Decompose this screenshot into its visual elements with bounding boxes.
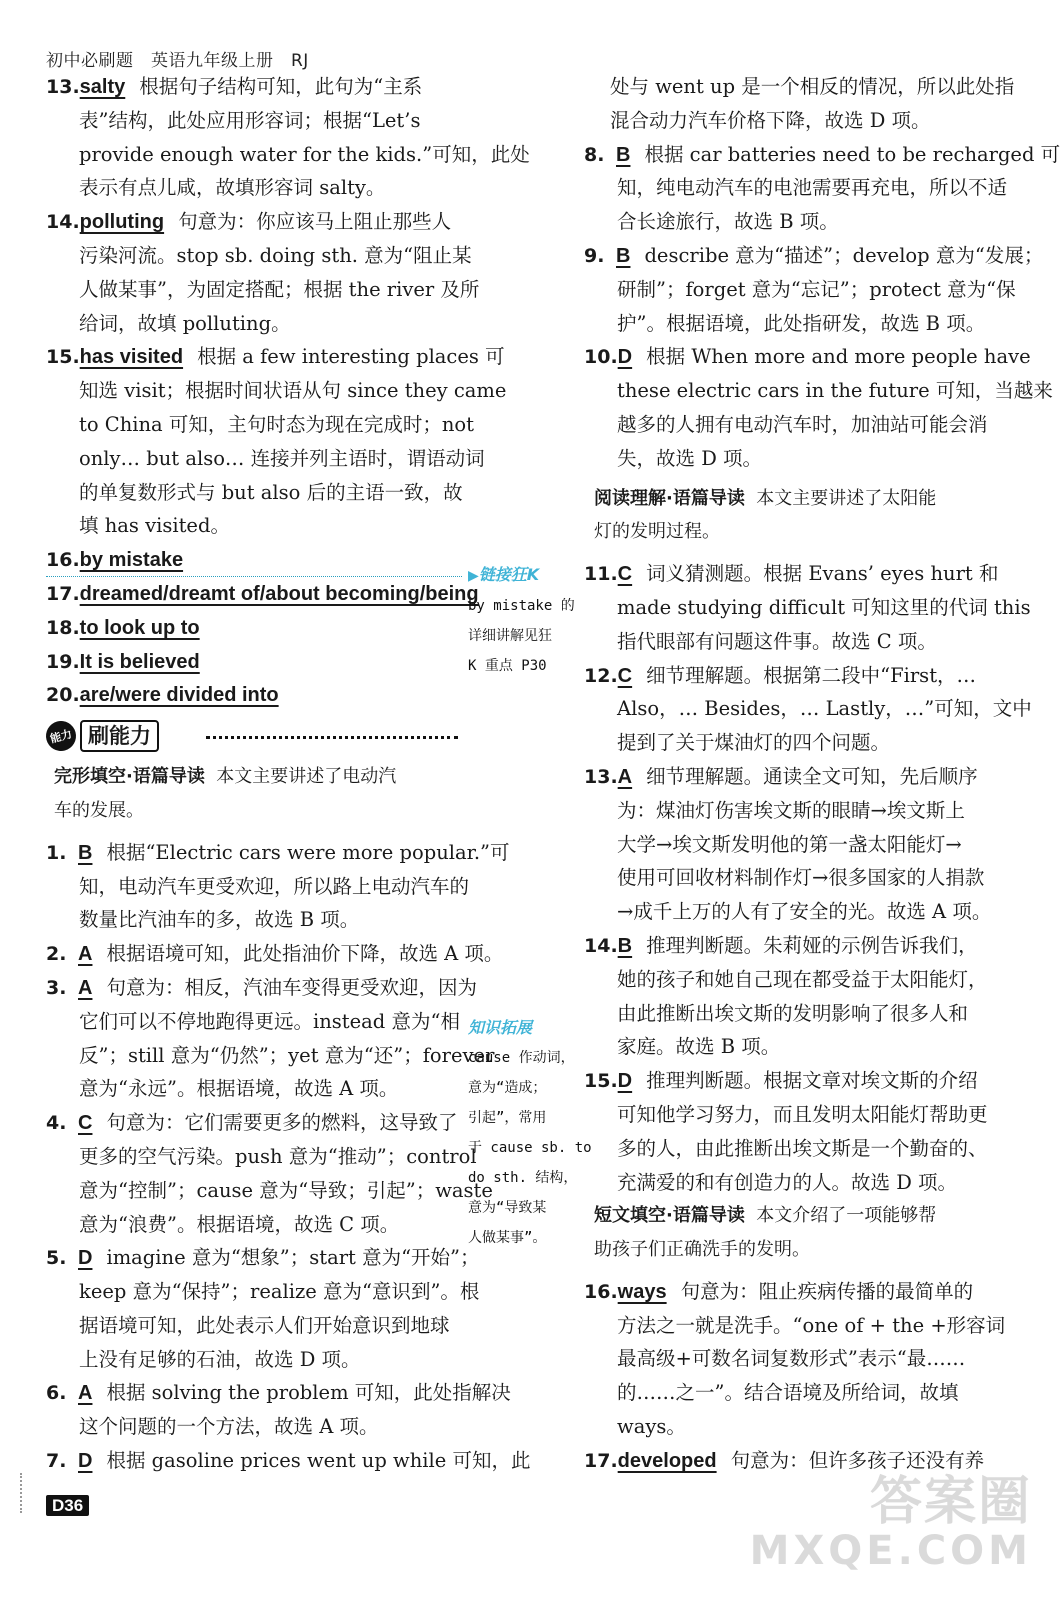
answer-line: 意为“永远”。根据语境，故选 A 项。 bbox=[79, 1077, 399, 1101]
item-number: 14. bbox=[584, 934, 618, 957]
answer-key: D bbox=[78, 1450, 93, 1473]
answer-item bbox=[46, 577, 479, 611]
answer-line: →成千上万的人有了安全的光。故选 A 项。 bbox=[617, 900, 992, 924]
answer-line: 人做某事”，为固定搭配；根据 the river 及所 bbox=[79, 277, 480, 301]
answer-line: 知，纯电动汽车的电池需要再充电，所以不适 bbox=[617, 176, 1008, 200]
item-number: 14. bbox=[46, 211, 80, 234]
answer-item bbox=[584, 557, 1031, 658]
answer-line bbox=[584, 138, 1060, 172]
answer-line bbox=[46, 1241, 480, 1275]
answer-item bbox=[46, 836, 510, 937]
answer-item bbox=[46, 1444, 531, 1478]
item-number: 13. bbox=[584, 765, 618, 788]
item-number: 17. bbox=[584, 1449, 618, 1472]
item-number: 9. bbox=[584, 244, 605, 267]
item-number: 2. bbox=[46, 943, 67, 966]
answer-item bbox=[46, 205, 480, 340]
answer-item bbox=[46, 70, 530, 205]
item-number: 12. bbox=[584, 664, 618, 687]
answer-key: B bbox=[617, 934, 633, 957]
section-cloze-head bbox=[46, 760, 462, 828]
answer-line: 越多的人拥有电动汽车时，加油站可能会消 bbox=[617, 412, 988, 436]
item-number: 16. bbox=[584, 1280, 618, 1303]
answer-item bbox=[46, 937, 504, 971]
explanation-text: 细节理解题。通读全文可知，先后顺序 bbox=[646, 764, 978, 788]
answer-item bbox=[46, 645, 462, 679]
answer-line: 更多的空气污染。push 意为“推动”；control bbox=[79, 1144, 477, 1168]
answer-key: are/were divided into bbox=[79, 684, 279, 707]
answer-line: 大学→埃文斯发明他的第一盏太阳能灯→ bbox=[617, 832, 962, 856]
section-reading-head bbox=[584, 482, 1004, 550]
answer-line: made studying difficult 可知这里的代词 this bbox=[617, 595, 1031, 619]
note-line: by mistake 的 bbox=[468, 598, 575, 614]
answer-key: B bbox=[78, 841, 93, 864]
note-title: 链接狂K bbox=[478, 565, 540, 584]
answer-line: 可知他学习努力，而且发明太阳能灯帮助更 bbox=[617, 1102, 988, 1126]
answer-list bbox=[584, 557, 1032, 1199]
answer-item bbox=[46, 611, 462, 645]
answer-line: 失，故选 D 项。 bbox=[617, 446, 763, 470]
answer-key: dreamed/dreamt of/about becoming/being bbox=[79, 582, 479, 605]
explanation-text: 根据 gasoline prices went up while 可知，此 bbox=[106, 1449, 531, 1473]
answer-line: 给词，故填 polluting。 bbox=[79, 311, 291, 335]
answer-item bbox=[584, 340, 1053, 475]
answer-item bbox=[584, 659, 1032, 760]
note-line: 于 cause sb. to bbox=[468, 1140, 592, 1156]
item-number: 7. bbox=[46, 1450, 67, 1473]
answer-line bbox=[584, 929, 1004, 963]
note-line: do sth. 结构， bbox=[468, 1170, 578, 1186]
answer-item bbox=[584, 239, 1044, 340]
page-footer bbox=[46, 1493, 89, 1516]
answer-line bbox=[46, 1444, 531, 1478]
answer-line: 意为“控制”；cause 意为“导致；引起”；waste bbox=[79, 1178, 493, 1202]
answer-line bbox=[46, 1106, 462, 1140]
answer-key: B bbox=[616, 143, 631, 166]
answer-line bbox=[46, 340, 505, 374]
answer-key: D bbox=[78, 1247, 93, 1270]
badge-icon: 能力 bbox=[43, 718, 80, 755]
answer-line: 这个问题的一个方法，故选 A 项。 bbox=[79, 1415, 379, 1439]
item-number: 8. bbox=[584, 143, 605, 166]
page-number: D36 bbox=[46, 1495, 89, 1516]
answer-key: It is believed bbox=[79, 650, 200, 673]
badge-label: 刷能力 bbox=[80, 720, 159, 752]
answer-line: 上没有足够的石油，故选 D 项。 bbox=[79, 1347, 361, 1371]
explanation-text: 根据“Electric cars were more popular.”可 bbox=[106, 840, 510, 864]
answer-line bbox=[46, 937, 504, 971]
answer-key: D bbox=[617, 1070, 633, 1093]
answer-line: 她的孩子和她自己现在都受益于太阳能灯， bbox=[617, 967, 988, 991]
answer-line bbox=[584, 239, 1044, 273]
ability-badge bbox=[46, 716, 462, 760]
answer-line: to China 可知，主句时态为现在完成时；not bbox=[79, 412, 475, 436]
answer-item bbox=[584, 929, 1004, 1064]
answer-list bbox=[584, 1275, 1004, 1478]
answer-key: B bbox=[616, 244, 631, 267]
answer-line: 多的人，由此推断出埃文斯是一个勤奋的、 bbox=[617, 1136, 988, 1160]
page-header: 初中必刷题 英语九年级上册 RJ bbox=[46, 51, 309, 71]
answer-key: A bbox=[78, 976, 93, 999]
answer-line bbox=[46, 205, 462, 239]
answer-line: 知选 visit；根据时间状语从句 since they came bbox=[79, 379, 507, 403]
answer-item bbox=[46, 678, 462, 712]
item-number: 3. bbox=[46, 976, 67, 999]
watermark-url: MXQE.COM bbox=[749, 1528, 1032, 1574]
answer-key: A bbox=[78, 943, 93, 966]
explanation-text: 推理判断题。朱莉娅的示例告诉我们， bbox=[646, 933, 978, 957]
item-number: 19. bbox=[46, 650, 80, 673]
note-line: 引起”，常用 bbox=[468, 1110, 547, 1126]
answer-line: Also，… Besides，… Lastly，…”可知，文中 bbox=[617, 697, 1032, 721]
answer-line: 它们可以不停地跑得更远。instead 意为“相 bbox=[79, 1009, 460, 1033]
answer-line bbox=[584, 760, 1004, 794]
explanation-text: 根据句子结构可知，此句为“主系 bbox=[139, 75, 423, 98]
answer-line bbox=[46, 971, 477, 1005]
explanation-text: describe 意为“描述”；develop 意为“发展； bbox=[644, 243, 1044, 267]
answer-item bbox=[46, 543, 462, 577]
explanation-text: 根据 car batteries need to be recharged 可 bbox=[644, 142, 1060, 166]
answer-line: 由此推断出埃文斯的发明影响了很多人和 bbox=[617, 1001, 969, 1025]
note-extend bbox=[468, 1013, 592, 1253]
section-intro: 灯的发明过程。 bbox=[594, 521, 720, 543]
answer-key: C bbox=[617, 664, 633, 687]
answer-item bbox=[584, 138, 1060, 239]
answer-key: salty bbox=[79, 76, 126, 98]
explanation-text: 句意为：相反，汽油车变得更受欢迎，因为 bbox=[106, 975, 477, 999]
item-number: 10. bbox=[584, 346, 618, 369]
footer-decoration bbox=[20, 1473, 40, 1513]
answer-item bbox=[46, 340, 507, 543]
answer-line: 使用可回收材料制作灯→很多国家的人捐款 bbox=[617, 866, 985, 890]
answer-line: 据语境可知，此处表示人们开始意识到地球 bbox=[79, 1313, 450, 1337]
answer-line bbox=[584, 659, 1004, 693]
answer-line: 方法之一就是洗手。“one of + the +形容词 bbox=[617, 1313, 1006, 1337]
explanation-text: 句意为：它们需要更多的燃料，这导致了 bbox=[106, 1111, 458, 1135]
answer-key: to look up to bbox=[79, 616, 200, 639]
answer-key: C bbox=[617, 563, 633, 586]
section-title: 短文填空·语篇导读 bbox=[594, 1205, 745, 1227]
answer-key: A bbox=[617, 765, 633, 788]
item-number: 20. bbox=[46, 684, 80, 707]
answer-line bbox=[584, 1064, 1004, 1098]
note-line: 意为“导致某 bbox=[468, 1200, 547, 1216]
answer-list bbox=[584, 138, 1060, 476]
section-intro: 本文主要讲述了电动汽 bbox=[216, 766, 397, 788]
note-line: cause 作动词， bbox=[468, 1050, 575, 1066]
answer-key: developed bbox=[617, 1449, 717, 1472]
answer-line: 最高级+可数名词复数形式”表示“最…… bbox=[617, 1347, 966, 1371]
answer-item bbox=[46, 971, 495, 1106]
explanation-text: 句意为：阻止疾病传播的最简单的 bbox=[680, 1279, 974, 1303]
right-column bbox=[584, 70, 1060, 1478]
answer-line: only… but also… 连接并列主语时，谓语动词 bbox=[79, 446, 485, 470]
explanation-text: imagine 意为“想象”；start 意为“开始”； bbox=[106, 1246, 480, 1270]
answer-item bbox=[46, 1106, 493, 1241]
item-number: 15. bbox=[46, 346, 80, 369]
note-title: 知识拓展 bbox=[468, 1018, 533, 1037]
answer-line: ways。 bbox=[617, 1415, 686, 1439]
watermark-logo bbox=[750, 1474, 1032, 1572]
answer-line: 意为“浪费”。根据语境，故选 C 项。 bbox=[79, 1212, 400, 1236]
answer-line: 充满爱的和有创造力的人。故选 D 项。 bbox=[617, 1170, 958, 1194]
side-notes bbox=[468, 560, 592, 1253]
continued-text bbox=[584, 70, 1015, 138]
answer-line: 的……之一”。结合语境及所给词，故填 bbox=[617, 1381, 959, 1405]
answer-key: has visited bbox=[79, 346, 184, 369]
item-number: 6. bbox=[46, 1382, 67, 1405]
note-line: K 重点 P30 bbox=[468, 658, 547, 674]
item-number: 4. bbox=[46, 1112, 67, 1135]
answer-list bbox=[46, 70, 530, 543]
arrow-icon: ▶ bbox=[468, 568, 479, 584]
item-number: 13. bbox=[46, 76, 80, 98]
answer-line bbox=[46, 70, 462, 104]
item-number: 17. bbox=[46, 582, 80, 605]
answer-line: 反”；still 意为“仍然”；yet 意为“还”；forever bbox=[79, 1043, 495, 1067]
note-line: 意为“造成； bbox=[468, 1080, 547, 1096]
answer-line: 家庭。故选 B 项。 bbox=[617, 1035, 781, 1059]
answer-line: 研制”；forget 意为“忘记”；protect 意为“保 bbox=[617, 277, 1016, 301]
explanation-text: 句意为：但许多孩子还没有养 bbox=[730, 1448, 985, 1472]
item-number: 11. bbox=[584, 563, 618, 586]
answer-line bbox=[584, 340, 1031, 374]
answer-key: by mistake bbox=[79, 549, 184, 572]
answer-line: keep 意为“保持”；realize 意为“意识到”。根 bbox=[79, 1280, 480, 1304]
answer-key: C bbox=[78, 1112, 93, 1135]
text-line: 处与 went up 是一个相反的情况，所以此处指 bbox=[610, 75, 1015, 98]
answer-line: 合长途旅行，故选 B 项。 bbox=[617, 210, 839, 234]
explanation-text: 推理判断题。根据文章对埃文斯的介绍 bbox=[646, 1069, 978, 1093]
note-link bbox=[468, 560, 580, 681]
answer-line bbox=[584, 1275, 1004, 1309]
item-number: 15. bbox=[584, 1070, 618, 1093]
answer-item bbox=[584, 760, 1004, 929]
answer-line: these electric cars in the future 可知，当越来 bbox=[617, 379, 1053, 403]
explanation-text: 细节理解题。根据第二段中“First，… bbox=[646, 663, 977, 687]
section-title: 阅读理解·语篇导读 bbox=[594, 487, 745, 509]
answer-line: 知，电动汽车更受欢迎，所以路上电动汽车的 bbox=[79, 874, 470, 898]
answer-key: D bbox=[617, 346, 633, 369]
answer-line: 填 has visited。 bbox=[79, 514, 230, 538]
answer-line: 指代眼部有问题这件事。故选 C 项。 bbox=[617, 629, 937, 653]
explanation-text: 根据语境可知，此处指油价下降，故选 A 项。 bbox=[106, 942, 504, 966]
answer-line bbox=[46, 1376, 511, 1410]
item-number: 18. bbox=[46, 616, 80, 639]
item-number: 5. bbox=[46, 1247, 67, 1270]
answer-line: 污染河流。stop sb. doing sth. 意为“阻止某 bbox=[79, 243, 472, 267]
answer-line bbox=[46, 836, 510, 870]
badge-divider bbox=[206, 736, 458, 739]
answer-item bbox=[46, 1241, 480, 1376]
explanation-text: 根据 solving the problem 可知，此处指解决 bbox=[106, 1381, 511, 1405]
answer-line: 护”。根据语境，此处指研发，故选 B 项。 bbox=[617, 311, 986, 335]
answer-item bbox=[46, 1376, 511, 1444]
explanation-text: 根据 a few interesting places 可 bbox=[197, 345, 505, 369]
text-line: 混合动力汽车价格下降，故选 D 项。 bbox=[610, 108, 931, 132]
answer-key: A bbox=[78, 1382, 93, 1405]
item-number: 16. bbox=[46, 549, 80, 572]
answer-list bbox=[46, 543, 479, 712]
answer-key: ways bbox=[617, 1280, 667, 1303]
watermark-text: 答案圈 bbox=[869, 1472, 1032, 1532]
explanation-text: 词义猜测题。根据 Evans’ eyes hurt 和 bbox=[646, 562, 999, 586]
section-intro: 车的发展。 bbox=[54, 799, 144, 821]
explanation-text: 根据 When more and more people have bbox=[646, 345, 1031, 369]
answer-item bbox=[584, 1064, 1004, 1199]
answer-line: 表”结构，此处应用形容词；根据“Let’s bbox=[79, 108, 421, 132]
note-line: 详细讲解见狂 bbox=[468, 628, 552, 644]
item-number: 1. bbox=[46, 841, 67, 864]
section-fill-head bbox=[584, 1199, 1004, 1267]
answer-line: 提到了关于煤油灯的四个问题。 bbox=[617, 731, 891, 755]
answer-line: 的单复数形式与 but also 后的主语一致，故 bbox=[79, 480, 463, 504]
answer-line: 表示有点儿咸，故填形容词 salty。 bbox=[79, 176, 386, 200]
answer-line: 为：煤油灯伤害埃文斯的眼睛→埃文斯上 bbox=[617, 798, 965, 822]
answer-key: polluting bbox=[79, 211, 165, 234]
section-title: 完形填空·语篇导读 bbox=[54, 766, 205, 788]
answer-item bbox=[584, 1275, 1004, 1444]
section-intro: 本文主要讲述了太阳能 bbox=[756, 487, 937, 509]
section-intro: 本文介绍了一项能够帮 bbox=[756, 1205, 937, 1227]
note-line: 人做某事”。 bbox=[468, 1230, 547, 1246]
section-intro: 助孩子们正确洗手的发明。 bbox=[594, 1239, 810, 1261]
answer-line: provide enough water for the kids.”可知，此处 bbox=[79, 142, 530, 166]
explanation-text: 句意为：你应该马上阻止那些人 bbox=[178, 210, 452, 234]
answer-line: 数量比汽油车的多，故选 B 项。 bbox=[79, 908, 360, 932]
answer-line bbox=[584, 557, 1004, 591]
